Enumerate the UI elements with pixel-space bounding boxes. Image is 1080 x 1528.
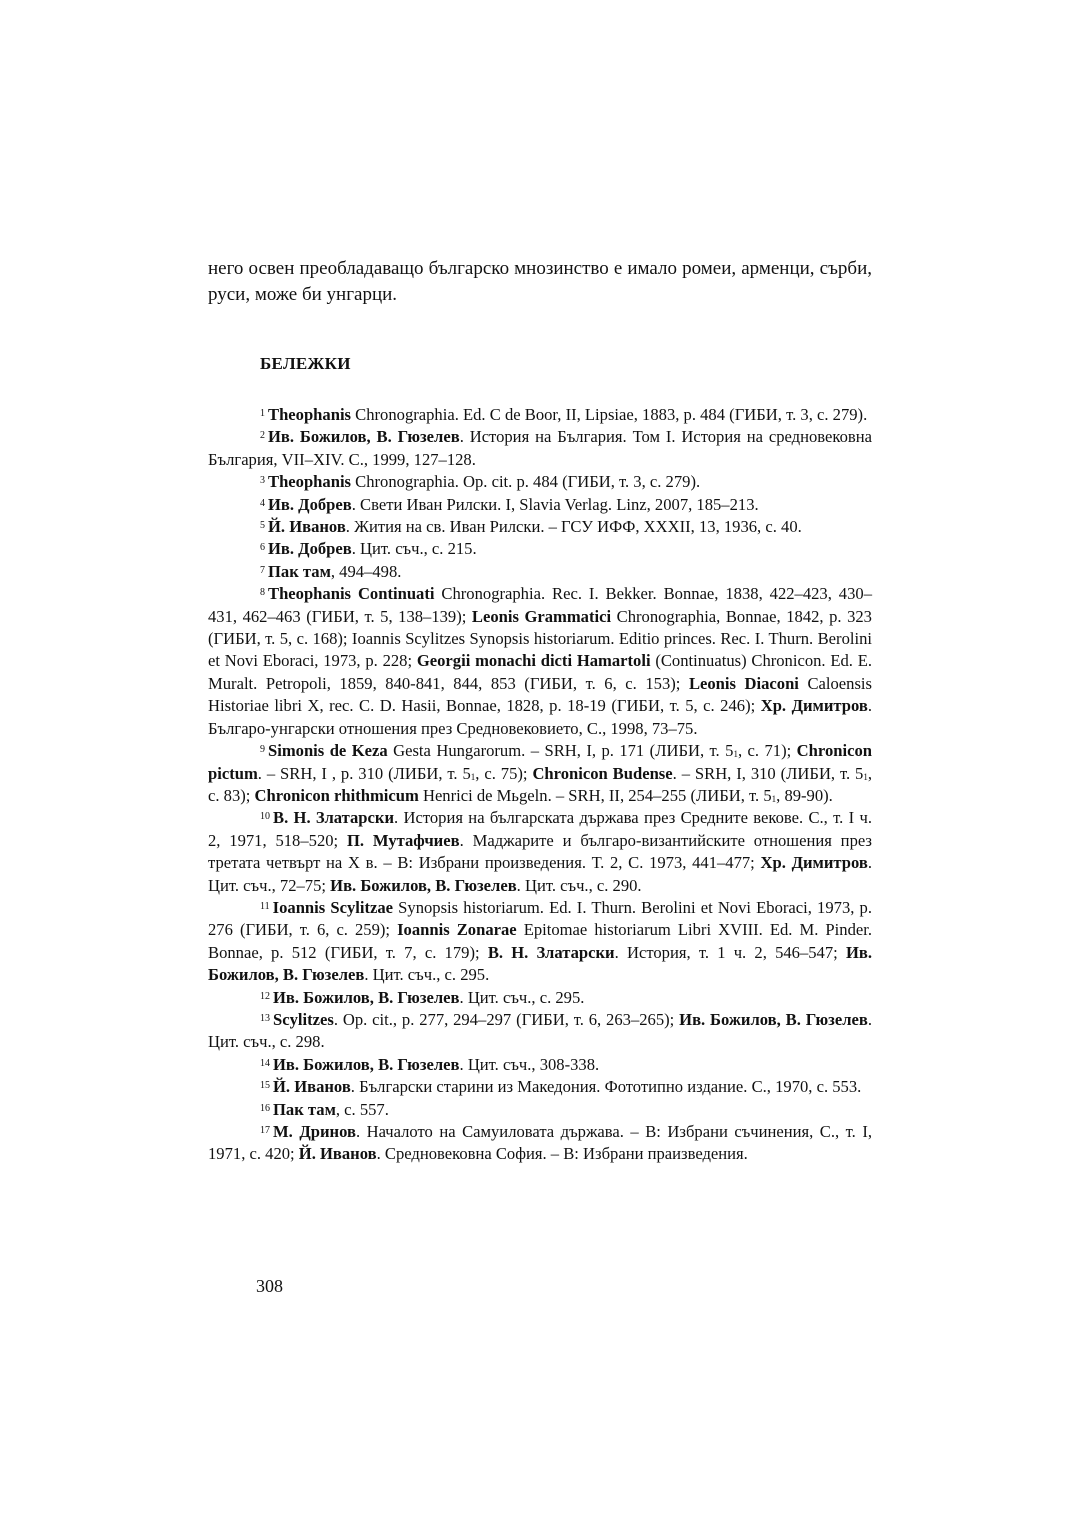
note-text: Caloensis Historiae libri X, rec. C. D. Hasii, Bonnae, 1828, p. 18-19 (ГИБИ, т. 5, с. 246);	[208, 673, 872, 716]
author-or-title: Ив. Божилов, В. Гюзелев	[679, 1009, 868, 1029]
footnote-number: 3	[260, 475, 265, 487]
author-or-title: Leonis Diaconi	[688, 673, 799, 693]
subscript: 1	[771, 793, 777, 804]
author-or-title: Ив. Божилов, В. Гюзелев	[330, 875, 517, 895]
note-text: Chronographia. Rec. I. Bekker. Bonnae, 1838, 422–423, 430–431, 462–463 (ГИБИ, т. 5, 138–139);	[208, 584, 872, 626]
note-text: . Op. cit., p. 277, 294–297 (ГИБИ, т. 6, 263–265);	[333, 1009, 680, 1029]
author-or-title: Ioannis Scylitzae	[272, 897, 394, 917]
author-or-title: Ив. Божилов, В. Гюзелев	[268, 427, 460, 447]
footnote-number: 7	[260, 564, 265, 576]
author-or-title: Georgii monachi dicti Hamartoli	[416, 651, 651, 671]
page-number: 308	[256, 1276, 283, 1296]
note-text: . История на България. Том I. История на средновековна България, VII–XIV. С., 1999, 127–128.	[208, 427, 872, 469]
author-or-title: В. Н. Златарски	[273, 808, 395, 828]
note-text: . Началото на Самуиловата държава. – В: Избрани съчинения, С., т. I, 1971, с. 420;	[208, 1122, 872, 1164]
note-text: . Цит. съч., с. 295.	[364, 965, 490, 985]
note-text: , с. 71);	[737, 741, 797, 761]
footnote	[208, 1076, 872, 1098]
subscript: 1	[863, 771, 868, 782]
footnote-number: 2	[260, 430, 265, 442]
author-or-title: П. Мутафчиев	[347, 830, 460, 850]
footnote	[208, 740, 872, 807]
note-text: . Български старини из Македония. Фототипно издание. С., 1970, с. 553.	[350, 1077, 862, 1097]
footnote	[208, 987, 872, 1009]
author-or-title: Пак там	[268, 561, 331, 581]
notes-list	[208, 404, 872, 1166]
note-text: Epitomae historiarum Libri XVIII. Ed. M. Pinder. Bonnae, p. 512 (ГИБИ, т. 7, с. 179);	[208, 920, 872, 962]
note-text: . История на българската държава през Средните векове. С., т. I ч. 2, 1971, 518–520;	[208, 808, 872, 850]
author-or-title: Ив. Добрев	[268, 539, 352, 559]
note-text: , с. 557.	[335, 1099, 389, 1119]
author-or-title: Chronicon pictum	[208, 741, 872, 783]
footnote-number: 4	[260, 497, 265, 509]
footnote-number: 6	[260, 542, 265, 554]
footnote-number: 8	[260, 587, 265, 599]
footnote-number: 15	[260, 1080, 270, 1092]
footnote	[208, 471, 872, 493]
body-paragraph: него освен преобладаващо българско мнозинство е имало ромеи, арменци, сърби, руси, може би унгарци.	[208, 258, 872, 305]
author-or-title: Й. Иванов	[273, 1077, 351, 1097]
footnote	[208, 1121, 872, 1166]
note-text: . Цит. съч., с. 298.	[208, 1009, 872, 1052]
note-text: Synopsis historiarum. Ed. I. Thurn. Berolini et Novi Eboraci, 1973, p. 276 (ГИБИ, т. 6, с. 259);	[208, 897, 872, 940]
note-text: . Цит. съч., 72–75;	[208, 853, 872, 895]
footnote-number: 12	[260, 990, 270, 1002]
note-text: . Цит. съч., с. 215.	[351, 539, 477, 559]
note-text: . Маджарите и българо-византийските отношения през третата четвърт на X в. – В: Избрани произведения. Т. 2, С. 1973, 441–477;	[208, 830, 872, 873]
author-or-title: Theophanis Continuati	[268, 584, 435, 604]
author-or-title: Theophanis	[268, 405, 352, 424]
author-or-title: Chronicon rhithmicum	[254, 785, 419, 805]
author-or-title: Й. Иванов	[298, 1144, 377, 1164]
note-text: . Цит. съч., 308-338.	[459, 1054, 600, 1074]
author-or-title: Хр. Димитров	[760, 696, 868, 716]
note-text: Chronographia, Bonnae, 1842, p. 323 (ГИБИ, т. 5, с. 168); Ioannis Scylitzes Synopsis historiarum. Editio princes. Rec. I. Thurn. Berolini et Novi Eboraci, 1973, p. 228;	[208, 606, 872, 671]
footnote-number: 16	[260, 1102, 270, 1114]
note-text: . – SRH, I , p. 310 (ЛИБИ, т. 5	[257, 763, 471, 783]
subscript: 1	[470, 771, 476, 782]
author-or-title: Scylitzes	[273, 1009, 334, 1029]
note-text: Chronographia. Ed. C de Boor, II, Lipsiae, 1883, p. 484 (ГИБИ, т. 3, с. 279).	[351, 405, 868, 424]
footnote	[208, 1099, 872, 1121]
footnote	[208, 426, 872, 471]
author-or-title: Simonis de Keza	[268, 741, 388, 761]
notes-heading: БЕЛЕЖКИ	[260, 354, 351, 373]
footnote	[208, 538, 872, 560]
note-text: . Цит. съч., с. 295.	[459, 987, 585, 1007]
footnote-number: 9	[260, 744, 265, 756]
footnote	[208, 583, 872, 740]
footnote	[208, 1009, 872, 1054]
subscript: 1	[733, 749, 738, 760]
footnote-number: 17	[260, 1125, 270, 1136]
note-text: . Средновековна София. – В: Избрани праизведения.	[376, 1144, 748, 1164]
note-text: . – SRH, I, 310 (ЛИБИ, т. 5	[672, 763, 864, 783]
author-or-title: Хр. Димитров	[760, 853, 868, 873]
author-or-title: Theophanis	[268, 472, 352, 492]
author-or-title: Chronicon Budense	[532, 763, 673, 783]
footnote-number: 5	[260, 520, 265, 532]
note-text: , 494–498.	[330, 561, 402, 581]
note-text: Gesta Hungarorum. – SRH, I, p. 171 (ЛИБИ, т. 5	[387, 741, 734, 761]
author-or-title: Ив. Божилов, В. Гюзелев	[273, 1054, 460, 1074]
note-text: , 89-90).	[776, 785, 833, 805]
author-or-title: Ив. Добрев	[268, 494, 352, 514]
note-text: . Българо-унгарски отношения през Средновековието, С., 1998, 73–75.	[208, 696, 872, 738]
note-text: . Жития на св. Иван Рилски. – ГСУ ИФФ, XXXII, 13, 1936, с. 40.	[345, 517, 802, 537]
footnote-number: 11	[260, 900, 270, 912]
page-content	[208, 256, 872, 1166]
footnote	[208, 494, 872, 516]
footnote	[208, 897, 872, 987]
footnote-number: 14	[260, 1057, 270, 1069]
note-text: . Свети Иван Рилски. I, Slavia Verlag. Linz, 2007, 185–213.	[351, 494, 759, 514]
footnote	[208, 1054, 872, 1076]
note-text: . Цит. съч., с. 290.	[516, 875, 642, 895]
footnote	[208, 516, 872, 538]
footnote	[208, 404, 872, 426]
footnote-number: 10	[260, 811, 270, 823]
note-text: Chronographia. Op. cit. p. 484 (ГИБИ, т. 3, с. 279).	[351, 472, 701, 492]
author-or-title: М. Дринов	[273, 1122, 356, 1141]
author-or-title: Ioannis Zonarae	[397, 920, 517, 940]
note-text: , с. 83);	[208, 763, 873, 805]
author-or-title: Пак там	[273, 1099, 336, 1119]
author-or-title: Ив. Божилов, В. Гюзелев	[208, 942, 873, 985]
note-text: . История, т. 1 ч. 2, 546–547;	[614, 942, 846, 962]
note-text: Henrici de Mьgeln. – SRH, II, 254–255 (ЛИБИ, т. 5	[418, 785, 772, 805]
author-or-title: Й. Иванов	[268, 517, 346, 537]
note-text: , с. 75);	[475, 763, 533, 783]
author-or-title: Ив. Божилов, В. Гюзелев	[273, 987, 460, 1007]
footnote-number: 13	[260, 1012, 270, 1024]
author-or-title: Leonis Grammatici	[471, 606, 612, 626]
footnote	[208, 561, 872, 583]
footnote-number: 1	[260, 408, 265, 419]
author-or-title: В. Н. Златарски	[487, 942, 615, 962]
note-text: (Continuatus) Chronicon. Ed. E. Muralt. Petropoli, 1859, 840-841, 844, 853 (ГИБИ, т. 6, с. 153);	[208, 651, 872, 693]
footnote	[208, 807, 872, 897]
